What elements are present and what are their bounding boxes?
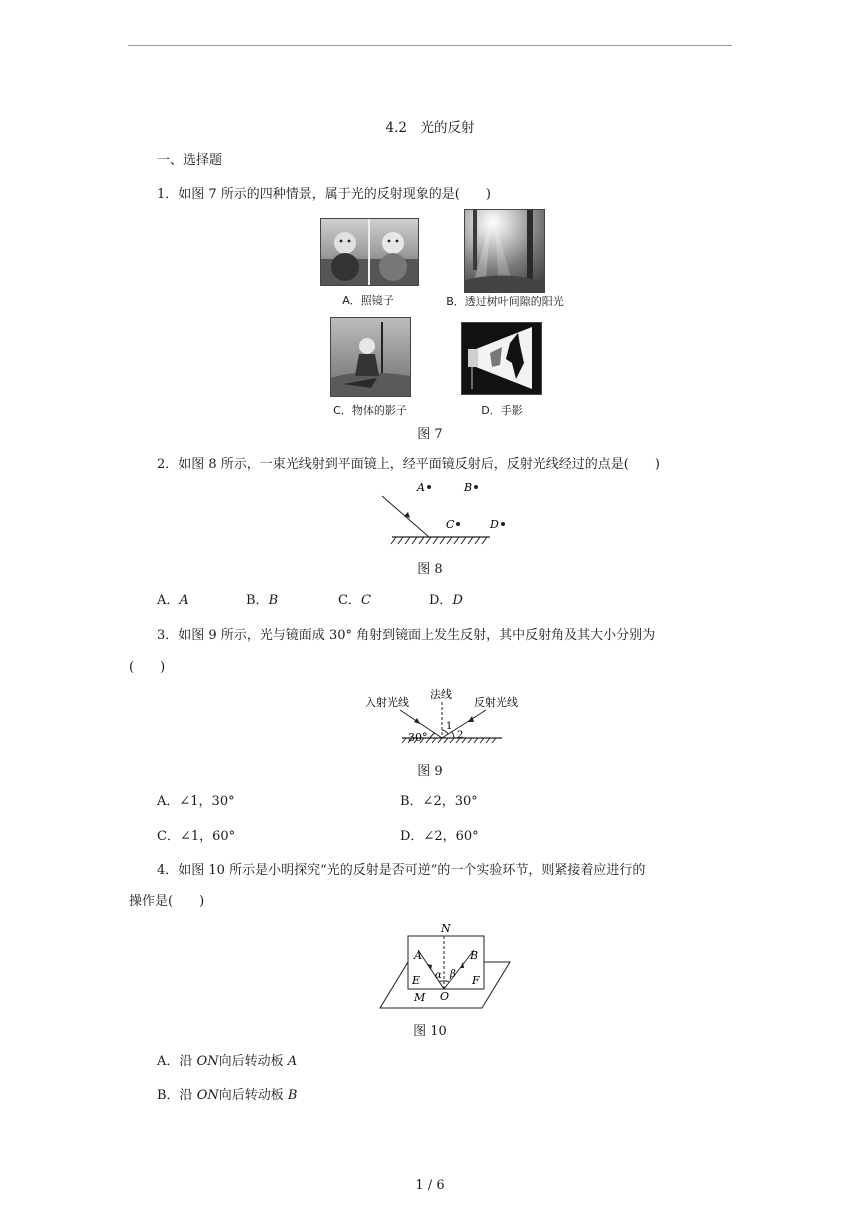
q4-option-a: A．沿 ON向后转动板 A <box>157 1054 298 1069</box>
q3-option-a: A．∠1，30° <box>157 794 235 809</box>
incident-ray-label: 入射光线 <box>365 696 409 709</box>
caption-b: B．透过树叶间隙的阳光 <box>446 295 564 308</box>
label-n: N <box>441 922 451 935</box>
q4-option-b: B．沿 ON向后转动板 B <box>157 1088 298 1103</box>
page-number: 1 / 6 <box>415 1178 445 1193</box>
reflected-ray-label: 反射光线 <box>474 696 518 709</box>
point-b-dot <box>474 485 478 489</box>
question-3: 3．如图 9 所示，光与镜面成 30° 角射到镜面上发生反射，其中反射角及其大小分别为 <box>157 628 656 643</box>
header-rule <box>128 45 732 46</box>
point-d-label: D <box>490 518 499 531</box>
angle-2-label: 2 <box>457 730 464 741</box>
label-beta: β <box>450 969 456 980</box>
q2-option-c: C．C <box>338 593 371 608</box>
angle-1-label: 1 <box>446 721 453 732</box>
label-m: M <box>414 991 426 1004</box>
figure-10-label: 图 10 <box>413 1024 447 1039</box>
figure-7-label: 图 7 <box>417 427 443 442</box>
question-4-cont: 操作是( ) <box>129 894 205 909</box>
section-heading: 一、选择题 <box>157 153 223 168</box>
figure-9-diagram <box>362 686 532 748</box>
figure-8-diagram <box>382 478 512 548</box>
caption-c: C．物体的影子 <box>333 404 407 417</box>
question-3-cont: ( ) <box>129 660 166 675</box>
point-c-dot <box>456 522 460 526</box>
figure-10-diagram <box>378 920 518 1012</box>
q2-option-d: D．D <box>429 593 463 608</box>
point-a-dot <box>427 485 431 489</box>
q3-option-d: D．∠2，60° <box>400 829 479 844</box>
question-4: 4．如图 10 所示是小明探究“光的反射是否可逆”的一个实验环节，则紧接着应进行的 <box>157 863 646 878</box>
q2-option-b: B．B <box>246 593 279 608</box>
photo-forest-sunlight <box>464 209 545 293</box>
photo-object-shadow <box>330 317 411 397</box>
figure-9-label: 图 9 <box>417 764 443 779</box>
q2-option-a: A．A <box>157 593 189 608</box>
label-o: O <box>440 990 450 1003</box>
label-e: E <box>412 974 421 987</box>
point-c-label: C <box>446 518 455 531</box>
label-a: A <box>414 949 422 962</box>
page-title: 4.2 光的反射 <box>385 120 475 136</box>
label-f: F <box>472 974 480 987</box>
q3-option-c: C．∠1，60° <box>157 829 236 844</box>
point-a-label: A <box>417 481 425 494</box>
angle-30-label: 30° <box>408 731 428 744</box>
caption-d: D．手影 <box>481 404 523 417</box>
label-b: B <box>470 949 479 962</box>
caption-a: A．照镜子 <box>342 294 394 307</box>
normal-label: 法线 <box>430 688 452 701</box>
q3-option-b: B．∠2，30° <box>400 794 478 809</box>
photo-mirror <box>320 218 419 286</box>
label-alpha: α <box>435 970 442 981</box>
point-b-label: B <box>464 481 473 494</box>
question-2: 2．如图 8 所示，一束光线射到平面镜上，经平面镜反射后，反射光线经过的点是( ) <box>157 457 660 472</box>
photo-hand-shadow <box>461 322 542 395</box>
figure-8-label: 图 8 <box>417 562 443 577</box>
point-d-dot <box>501 522 505 526</box>
question-1: 1．如图 7 所示的四种情景，属于光的反射现象的是( ) <box>157 187 491 202</box>
